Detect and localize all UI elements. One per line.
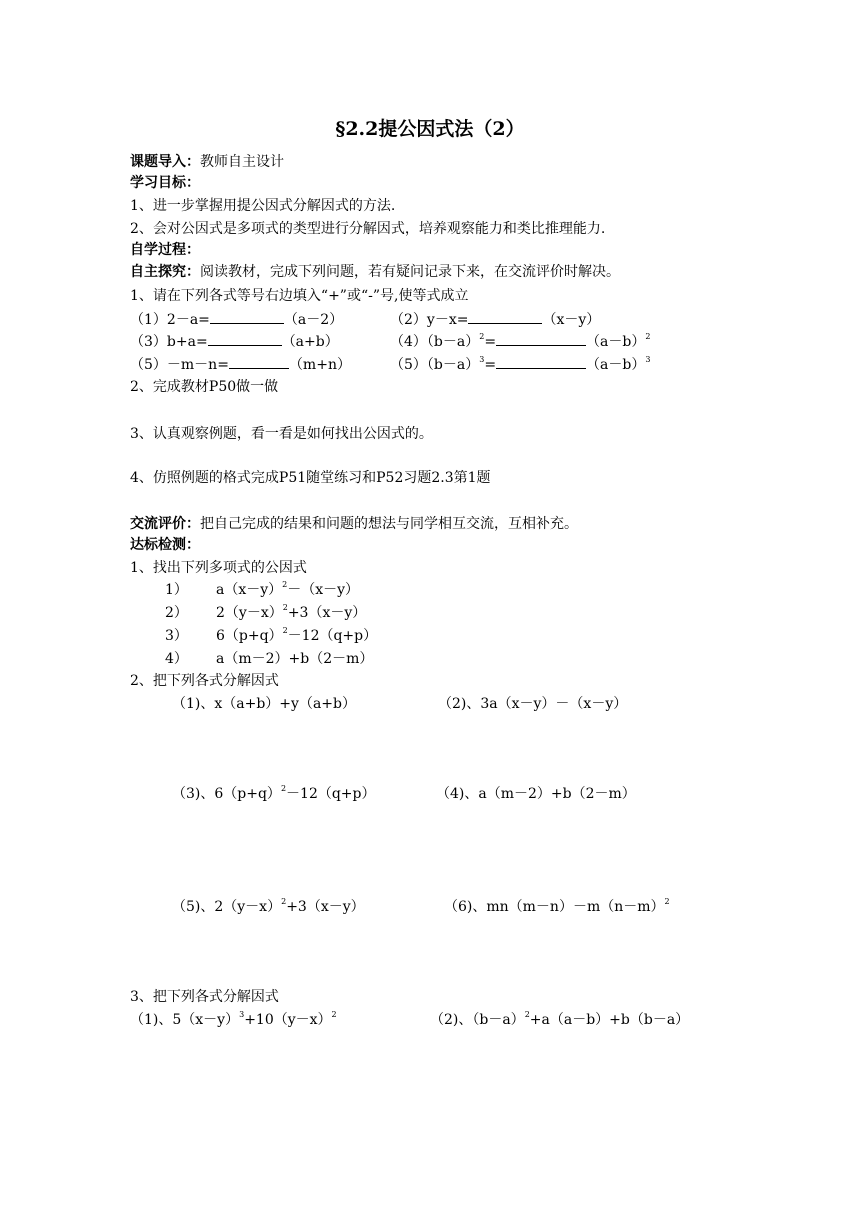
exchange-label: 交流评价：: [130, 516, 200, 532]
fill-item: $(5)(b-a)^3= (a-b)^3$: [390, 355, 651, 373]
list-item: 2）: [165, 605, 188, 621]
fill-item: （5）－m－n= （m+n）: [130, 354, 351, 375]
list-item: a（m－2）+b（2－m）: [216, 651, 374, 667]
list-item: （2)、$(b-a)^2+a(a-b)+b(b-a)$: [430, 1010, 690, 1028]
list-item: （2)、3a（x－y）－（x－y）: [438, 696, 628, 712]
explore-label: 自主探究：: [130, 264, 200, 280]
explore-q1: 1、请在下列各式等号右边填入“+”或“-”号,使等式成立: [130, 288, 469, 304]
list-item: （5)、$2(y-x)^2+3(x-y)$: [172, 897, 365, 915]
process-label: 自学过程：: [130, 242, 200, 258]
answer-blank[interactable]: [496, 331, 586, 346]
list-item: $a(x-y)^2-(x-y)$: [216, 580, 360, 598]
intro-label: 课题导入：: [130, 154, 200, 170]
explore-text: 阅读教材，完成下列问题，若有疑问记录下来，在交流评价时解决。: [200, 264, 620, 280]
explore-q4: 4、仿照例题的格式完成P51随堂练习和P52习题2.3第1题: [130, 470, 491, 486]
list-item: 3）: [165, 628, 188, 644]
list-item: （1)、x（a+b）+y（a+b）: [172, 696, 356, 712]
explore-line: [130, 262, 620, 282]
explore-q2: 2、完成教材P50做一做: [130, 379, 279, 395]
fill-item: （3）b+a= （a+b）: [130, 331, 339, 352]
intro-text: 教师自主设计: [200, 154, 284, 170]
intro-line: [130, 152, 284, 172]
list-item: $6(p+q)^2-12(q+p)$: [216, 626, 378, 644]
goals-label: 学习目标：: [130, 175, 200, 191]
fill-item: （1）2－a= （a－2）: [130, 309, 343, 330]
list-item: （3)、$6(p+q)^2-12(q+p)$: [172, 784, 376, 802]
answer-blank[interactable]: [210, 309, 284, 324]
list-item: 1）: [165, 582, 188, 598]
list-item: （6)、$mn(m-n)-m(n-m)^2$: [444, 897, 670, 915]
fill-item: （2）y－x= （x－y）: [390, 309, 600, 330]
answer-blank[interactable]: [229, 354, 289, 369]
list-item: （4)、a（m－2）+b（2－m）: [436, 786, 636, 802]
explore-q3: 3、认真观察例题，看一看是如何找出公因式的。: [130, 426, 433, 442]
goal-item: 1、进一步掌握用提公因式分解因式的方法.: [130, 198, 396, 214]
check-q1: 1、找出下列多项式的公因式: [130, 560, 307, 576]
goal-item: 2、会对公因式是多项式的类型进行分解因式，培养观察能力和类比推理能力.: [130, 221, 606, 237]
list-item: $2(y-x)^2+3(x-y)$: [216, 603, 367, 621]
exchange-text: 把自己完成的结果和问题的想法与同学相互交流，互相补充。: [200, 516, 578, 532]
answer-blank[interactable]: [496, 354, 586, 369]
answer-blank[interactable]: [208, 331, 282, 346]
answer-blank[interactable]: [468, 309, 542, 324]
check-label: 达标检测：: [130, 537, 200, 553]
list-item: （1)、$5(x-y)^3+10(y-x)^2$: [130, 1010, 337, 1028]
check-q2: 2、把下列各式分解因式: [130, 673, 279, 689]
fill-item: $(4)(b-a)^2= (a-b)^2$: [390, 332, 651, 350]
exchange-line: [130, 514, 578, 534]
check-q3: 3、把下列各式分解因式: [130, 989, 279, 1005]
list-item: 4）: [165, 651, 188, 667]
page-title: §2.2提公因式法（2）: [335, 118, 525, 140]
